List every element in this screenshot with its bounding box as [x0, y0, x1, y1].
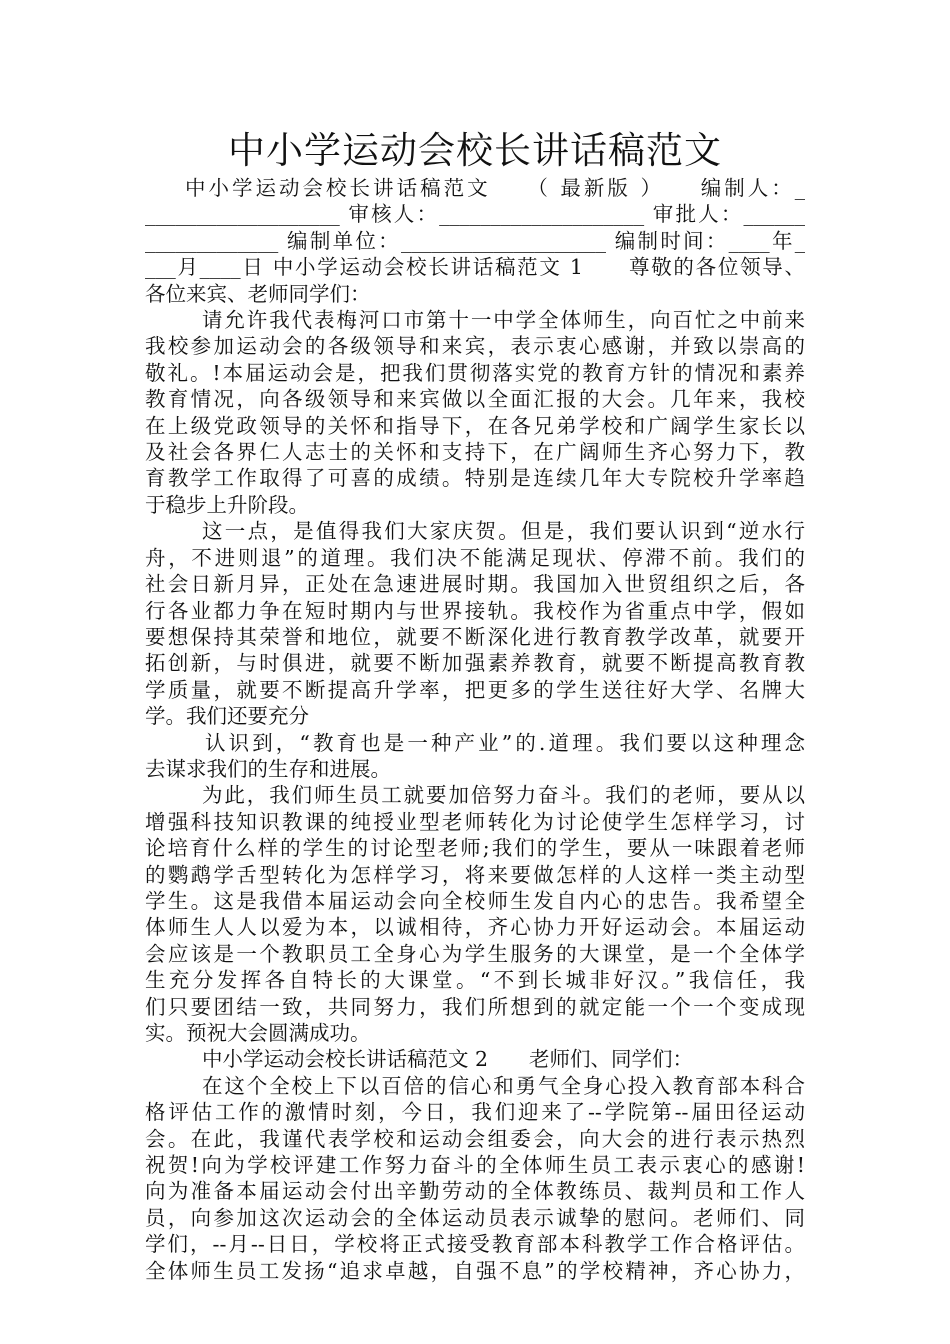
paragraph-line: 舟，不进则退”的道理。我们决不能满足现状、停滞不前。我们的 — [145, 545, 805, 570]
paragraph-line: 要想保持其荣誉和地位，就要不断深化进行教育教学改革，就要开 — [145, 624, 805, 649]
paragraph-line: 体师生人人以爱为本，以诚相待，齐心协力开好运动会。本届运动 — [145, 915, 805, 940]
paragraph-line: 在这个全校上下以百倍的信心和勇气全身心投入教育部本科合 — [202, 1073, 805, 1098]
paragraph-line: 学们，--月--日日，学校将正式接受教育部本科教学工作合格评估。 — [145, 1232, 805, 1257]
paragraph-line: 实。预祝大会圆满成功。 — [145, 1021, 371, 1045]
paragraph-line: 员，向参加这次运动会的全体运动员表示诚挚的慰问。老师们、同 — [145, 1205, 805, 1230]
paragraph-line: 生充分发挥各自特长的大课堂。“不到长城非好汉。”我信任，我 — [145, 968, 805, 993]
header-line: 中小学运动会校长讲话稿范文 （ 最新版 ） 编制人：_ — [185, 176, 805, 200]
header-line: ___________________ 审核人：____________________ 审批人：______ — [145, 202, 805, 227]
paragraph-line: 认识到，“教育也是一种产业”的.道理。我们要以这种理念 — [205, 730, 805, 755]
header-line: _____________ 编制单位：____________________ 编制时间：____年_ — [145, 228, 805, 253]
paragraph-line: 全体师生员工发扬“追求卓越，自强不息”的学校精神，齐心协力， — [145, 1258, 805, 1283]
document-title: 中小学运动会校长讲话稿范文 — [228, 129, 722, 172]
paragraph-line: 社会日新月异，正处在急速进展时期。我国加入世贸组织之后，各 — [145, 572, 805, 597]
paragraph-line: 们只要团结一致，共同努力，我们所想到的就定能一个一个变成现 — [145, 994, 805, 1019]
paragraph-line: 教育情况，向各级领导和来宾做以全面汇报的大会。几年来，我校 — [145, 387, 805, 412]
paragraph-line: 的鹦鹉学舌型转化为怎样学习，将来要做怎样的人这样一类主动型 — [145, 862, 805, 887]
paragraph-line: 各位来宾、老师同学们： — [145, 281, 371, 306]
paragraph-line: 会应该是一个教职员工全身心为学生服务的大课堂，是一个全体学 — [145, 941, 805, 966]
paragraph-line: 学。我们还要充分 — [145, 704, 309, 729]
paragraph-line: 格评估工作的激情时刻，今日，我们迎来了--学院第--届田径运动 — [145, 1100, 805, 1125]
paragraph-line: 我校参加运动会的各级领导和来宾，表示衷心感谢，并致以崇高的 — [145, 334, 805, 359]
paragraph-line: 祝贺!向为学校评建工作努力奋斗的全体师生员工表示衷心的感谢! — [145, 1153, 805, 1178]
paragraph-line: 论培育什么样的学生的讨论型老师;我们的学生，要从一味跟着老师 — [145, 836, 805, 861]
paragraph-line: 会。在此，我谨代表学校和运动会组委会，向大会的进行表示热烈 — [145, 1126, 805, 1151]
document-body — [145, 175, 805, 1284]
paragraph-line: 拓创新，与时俱进，就要不断加强素养教育，就要不断提高教育教 — [145, 651, 805, 676]
paragraph-line: 及社会各界仁人志士的关怀和支持下，在广阔师生齐心努力下，教 — [145, 440, 805, 465]
paragraph-line: 这一点，是值得我们大家庆贺。但是，我们要认识到“逆水行 — [202, 519, 805, 544]
paragraph-line: 为此，我们师生员工就要加倍努力奋斗。我们的老师，要从以 — [202, 783, 805, 808]
section-heading-line: 中小学运动会校长讲话稿范文 2 老师们、同学们： — [202, 1047, 694, 1072]
paragraph-line: 于稳步上升阶段。 — [145, 492, 309, 517]
paragraph-line: 向为准备本届运动会付出辛勤劳动的全体教练员、裁判员和工作人 — [145, 1179, 805, 1204]
paragraph-line: 学质量，就要不断提高升学率，把更多的学生送往好大学、名牌大 — [145, 677, 805, 702]
paragraph-line: 增强科技知识教课的纯授业型老师转化为讨论使学生怎样学习，讨 — [145, 809, 805, 834]
paragraph-line: 在上级党政领导的关怀和指导下，在各兄弟学校和广阔学生家长以 — [145, 413, 805, 438]
header-line: ___月____日 中小学运动会校长讲话稿范文 1 尊敬的各位领导、 — [145, 255, 805, 280]
paragraph-line: 去谋求我们的生存和进展。 — [145, 756, 391, 781]
paragraph-line: 敬礼。!本届运动会是，把我们贯彻落实党的教育方针的情况和素养 — [145, 360, 805, 385]
paragraph-line: 学生。这是我借本届运动会向全校师生发自内心的忠告。我希望全 — [145, 888, 805, 913]
paragraph-line: 请允许我代表梅河口市第十一中学全体师生，向百忙之中前来 — [202, 308, 805, 333]
paragraph-line: 行各业都力争在短时期内与世界接轨。我校作为省重点中学，假如 — [145, 598, 805, 623]
paragraph-line: 育教学工作取得了可喜的成绩。特别是连续几年大专院校升学率趋 — [145, 466, 805, 491]
